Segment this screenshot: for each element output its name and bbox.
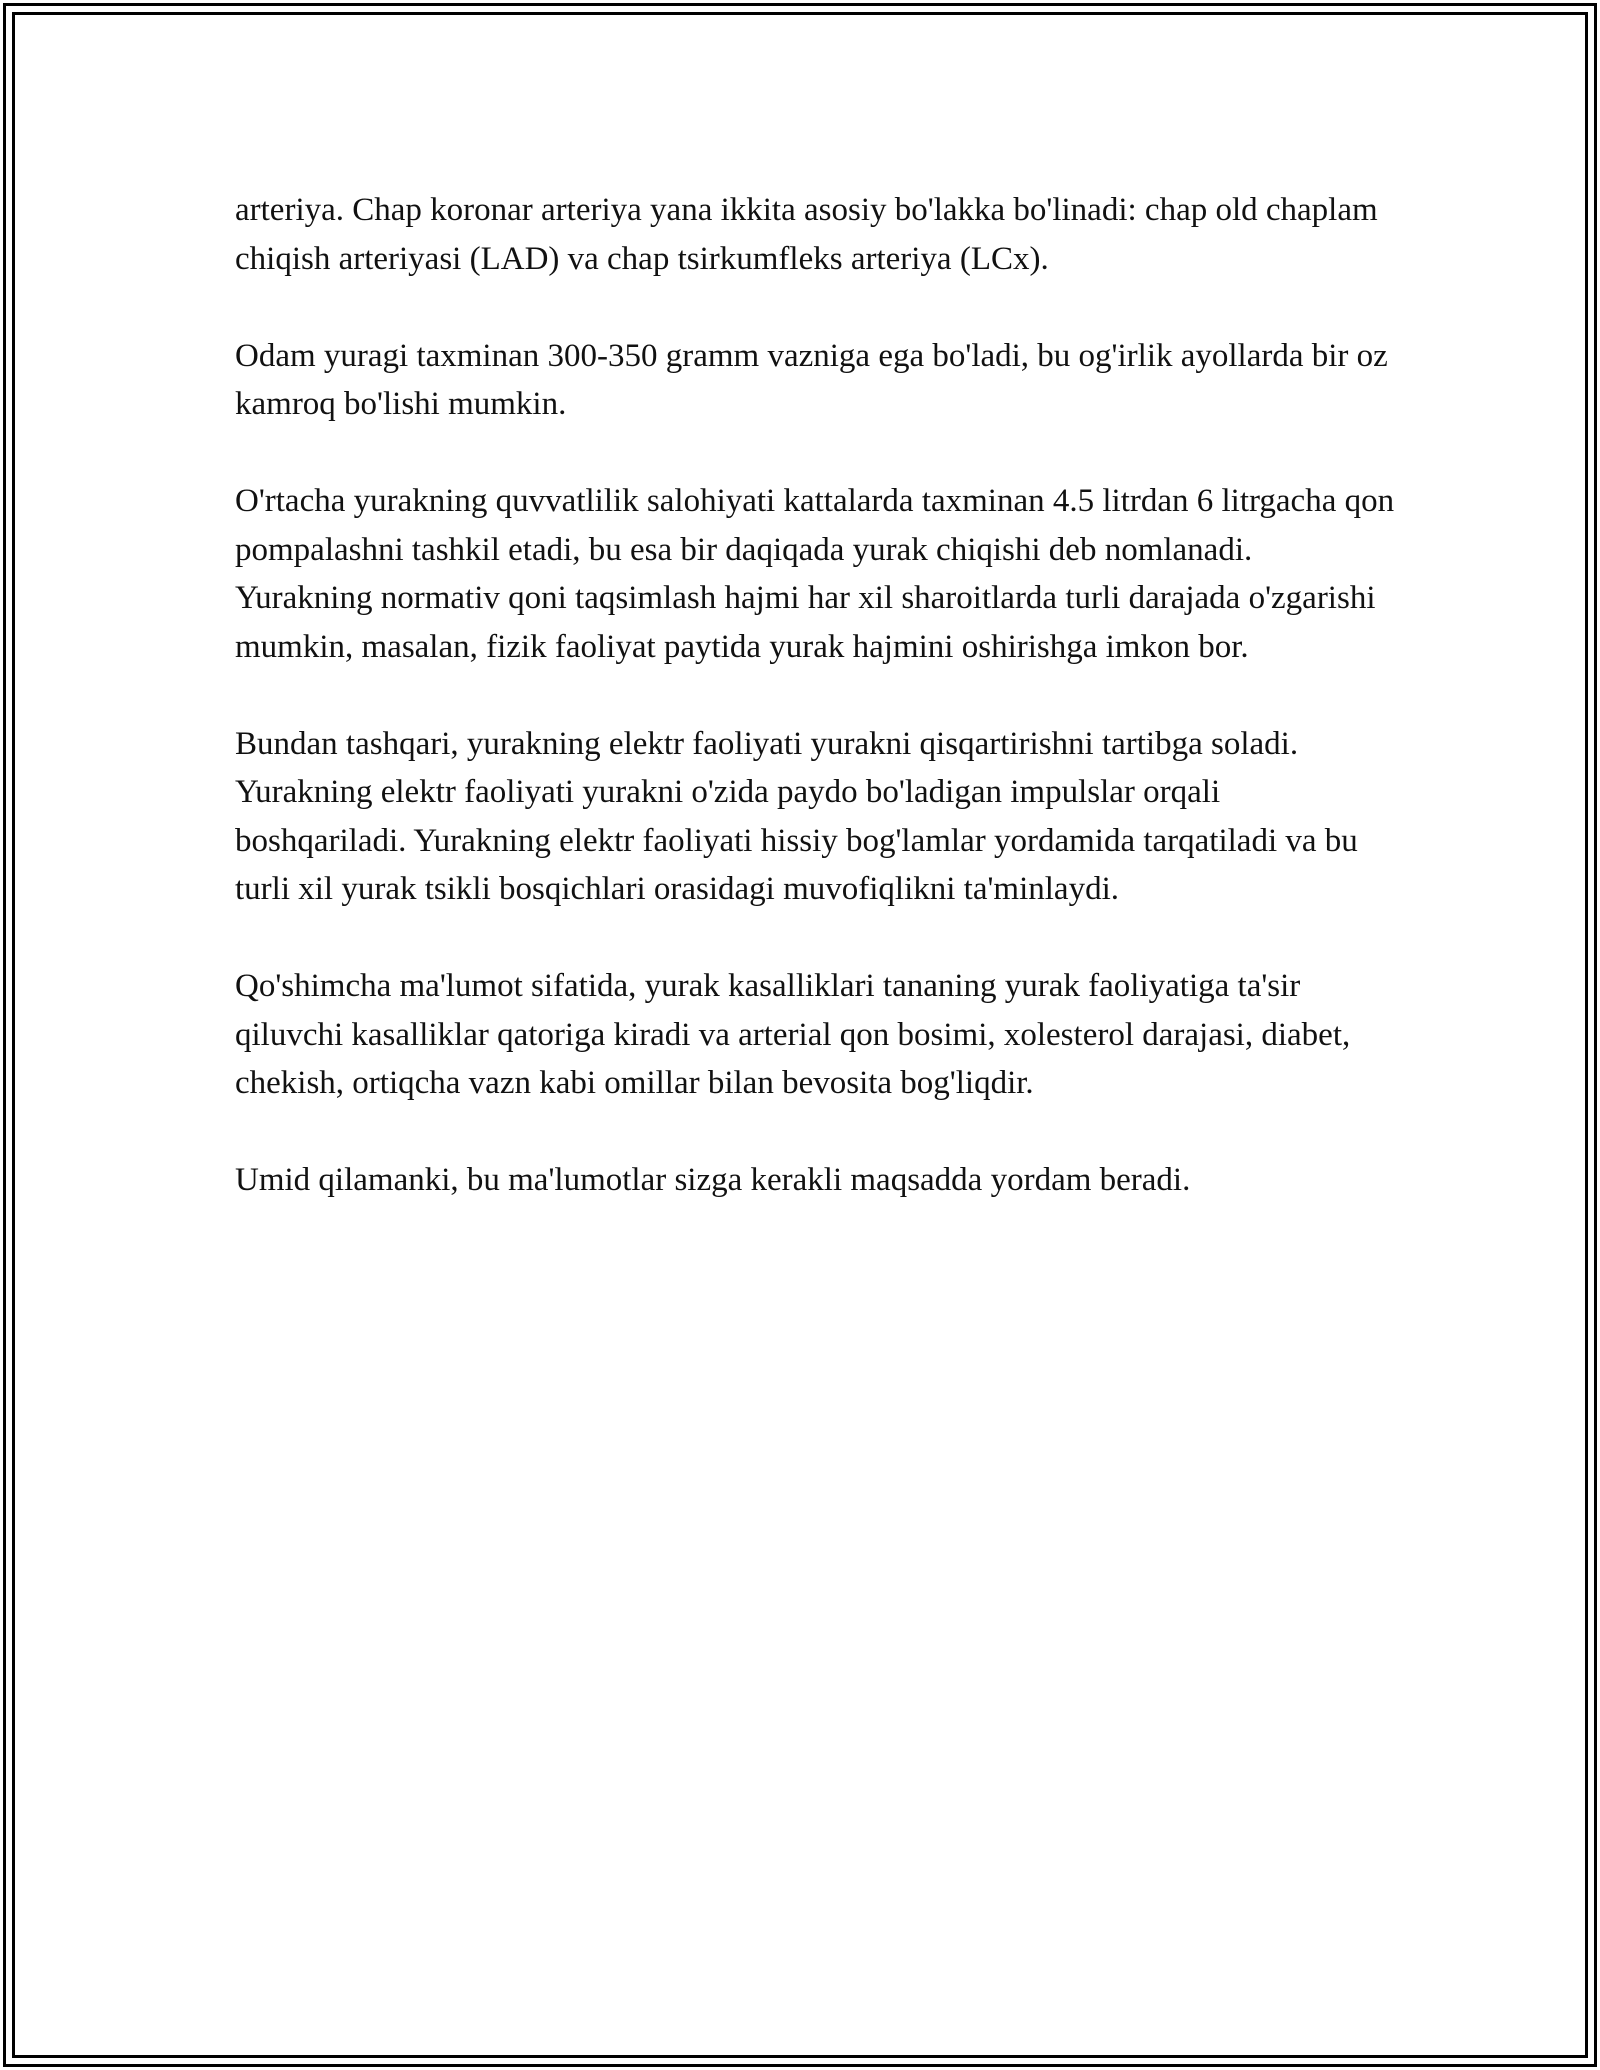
paragraph-closing: Umid qilamanki, bu ma'lumotlar sizga kerakli maqsadda yordam beradi. xyxy=(235,1162,1191,1198)
paragraph-heart-weight: Odam yuragi taxminan 300-350 gramm vazniga ega bo'ladi, bu og'irlik ayollarda bir oz kamroq bo'lishi mumkin. xyxy=(235,337,1388,422)
paragraph-electrical-activity: Bundan tashqari, yurakning elektr faoliyati yurakni qisqartirishni tartibga soladi. Yurakning elektr faoliyati yurakni o'zida paydo bo'ladigan impulslar orqali boshqariladi. Yurakning elektr faoliyati hissiy bog'lamlar yordamida tarqatiladi va bu turli xil yurak tsikli bosqichlari orasidagi muvofiqlikni ta'minlaydi. xyxy=(235,725,1358,907)
paragraph-heart-diseases: Qo'shimcha ma'lumot sifatida, yurak kasalliklari tananing yurak faoliyatiga ta'sir qiluvchi kasalliklar qatoriga kiradi va arterial qon bosimi, xolesterol darajasi, diabet, chekish, ortiqcha vazn kabi omillar bilan bevosita bog'liqdir. xyxy=(235,968,1351,1101)
paragraph-cardiac-output: O'rtacha yurakning quvvatlilik salohiyati kattalarda taxminan 4.5 litrdan 6 litrgacha qon pompalashni tashkil etadi, bu esa bir daqiqada yurak chiqishi deb nomlanadi. Yurakning normativ qoni taqsimlash hajmi har xil sharoitlarda turli darajada o'zgarishi mumkin, masalan, fizik faoliyat paytida yurak hajmini oshirishga imkon bor. xyxy=(235,483,1395,665)
document-body xyxy=(235,186,1395,1205)
paragraph-coronary-arteries: arteriya. Chap koronar arteriya yana ikkita asosiy bo'lakka bo'linadi: chap old chaplam chiqish arteriyasi (LAD) va chap tsirkumfleks arteriya (LCx). xyxy=(235,192,1378,277)
